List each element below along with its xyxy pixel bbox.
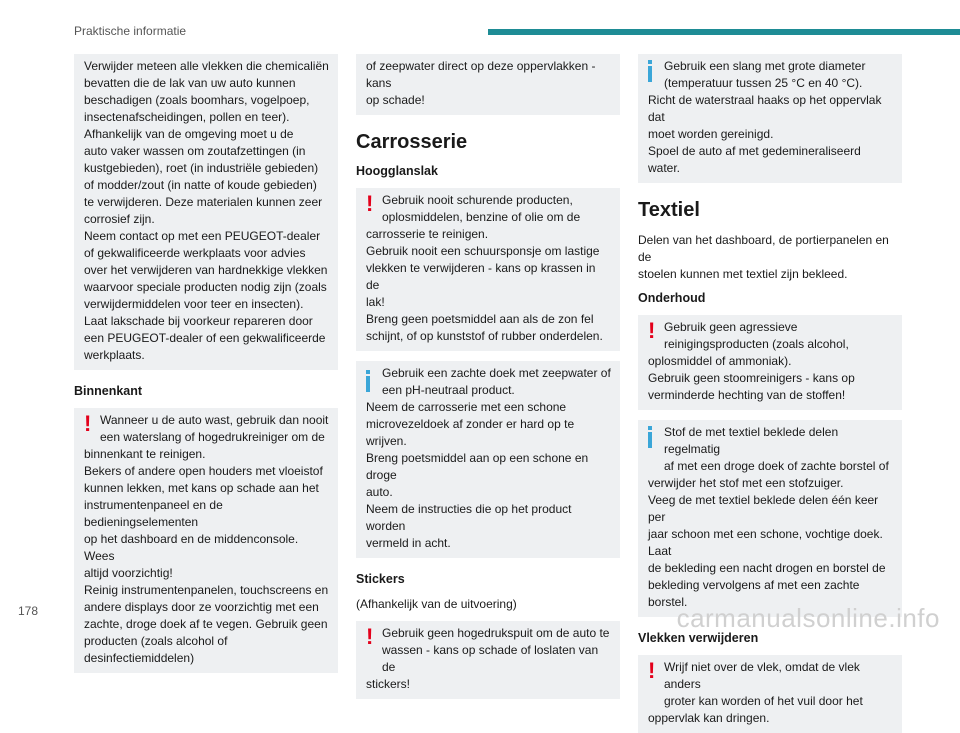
info-body-text: Richt de waterstraal haaks op het oppervlak dat moet worden gereinigd. Spoel de auto af met gedemineraliseerd water. — [648, 93, 882, 175]
watermark: carmanualsonline.info — [676, 603, 940, 633]
paint-care-box — [74, 54, 338, 370]
warning-icon: ! — [84, 411, 92, 436]
heading-vlekken: Vlekken verwijderen — [638, 631, 759, 645]
info-box-bodywork — [356, 361, 620, 558]
warning-icon: ! — [366, 624, 374, 649]
warning-lead-text: Gebruik geen hogedrukspuit om de auto te wassen - kans op schade of loslaten van de — [382, 626, 610, 674]
warning-box-interior — [74, 408, 338, 673]
info-box-rinse — [638, 54, 902, 183]
paint-care-text: Verwijder meteen alle vlekken die chemicaliën bevatten die de lak van uw auto kunnen beschadigen (zoals boomhars, vogelpoep, insectenafscheidingen, pollen en teer). Afhankelijk van de omgeving moet u de auto vaker wassen om zoutafzettingen (in kustgebieden), roet (in industriële gebieden) of modder/zout (in natte of koude gebieden) te verwijderen. Deze materialen kunnen zeer corrosief zijn. Neem contact op met een PEUGEOT-dealer of gekwalificeerde werkplaats voor advies over het verwijderen van hardnekkige vlekken waarvoor speciale producten nodig zijn (zoals verwijdermiddelen voor teer en insecten). Laat lakschade bij voorkeur repareren door een PEUGEOT-dealer of een gekwalificeerde werkplaats. — [84, 59, 329, 362]
warning-lead-text: Wrijf niet over de vlek, omdat de vlek anders groter kan worden of het vuil door het — [664, 660, 863, 708]
interior-warning-continued — [356, 54, 620, 115]
info-icon — [648, 426, 652, 448]
warning-body-text: carrosserie te reinigen. Gebruik nooit een schuursponsje om lastige vlekken te verwijderen - kans op krassen in de lak! Breng geen poetsmiddel aan als de zon fel schijnt, of op kunststof of rubber onderdelen. — [366, 227, 603, 343]
info-lead-text: Gebruik een slang met grote diameter (temperatuur tussen 25 °C en 40 °C). — [664, 59, 866, 90]
info-box-textile — [638, 420, 902, 617]
header-accent-bar — [488, 29, 960, 35]
column-2 — [356, 54, 620, 699]
warning-box-stickers — [356, 621, 620, 699]
warning-box-textile — [638, 315, 902, 410]
heading-carrosserie: Carrosserie — [356, 131, 468, 153]
stickers-note: (Afhankelijk van de uitvoering) — [356, 597, 517, 611]
column-1 — [74, 54, 338, 673]
warning-body-text: oppervlak kan dringen. — [648, 711, 770, 725]
warning-icon: ! — [648, 658, 656, 683]
page-number: 178 — [18, 604, 39, 618]
info-lead-text: Gebruik een zachte doek met zeepwater of een pH-neutraal product. — [382, 366, 611, 397]
heading-onderhoud: Onderhoud — [638, 291, 706, 305]
heading-hoogglanslak: Hoogglanslak — [356, 164, 438, 178]
warning-body-text: oplosmiddel of ammoniak). Gebruik geen stoomreinigers - kans op verminderde hechting van de stoffen! — [648, 354, 855, 402]
textiel-intro: Delen van het dashboard, de portierpanelen en de stoelen kunnen met textiel zijn bekleed. — [638, 233, 889, 281]
info-icon — [366, 370, 370, 392]
warning-lead-text: Gebruik nooit schurende producten, oplosmiddelen, benzine of olie om de — [382, 193, 581, 224]
info-lead-text: Stof de met textiel beklede delen regelmatig af met een droge doek of zachte borstel of — [664, 425, 889, 473]
warning-body-text: stickers! — [366, 677, 411, 691]
info-icon — [648, 60, 652, 82]
warning-icon: ! — [366, 191, 374, 216]
info-body-text: Neem de carrosserie met een schone microvezeldoek af zonder er hard op te wrijven. Breng poetsmiddel aan op een schone en droge auto. Neem de instructies die op het product worden vermeld in acht. — [366, 400, 589, 550]
info-body-text: verwijder het stof met een stofzuiger. Veeg de met textiel beklede delen één keer per jaar schoon met een schone, vochtige doek. Laat de bekleding een nacht drogen en borstel de bekleding vervolgens af met een zachte borstel. — [648, 476, 886, 609]
warning-lead-text: Gebruik geen agressieve reinigingsproducten (zoals alcohol, — [664, 320, 849, 351]
warning-box-bodywork — [356, 188, 620, 351]
warning-box-stains — [638, 655, 902, 733]
section-title: Praktische informatie — [74, 24, 187, 38]
warning-icon: ! — [648, 318, 656, 343]
heading-textiel: Textiel — [638, 199, 700, 221]
warning-lead-text: Wanneer u de auto wast, gebruik dan nooit een waterslang of hogedrukreiniger om de — [100, 413, 329, 444]
warning-body-text: binnenkant te reinigen. Bekers of andere open houders met vloeistof kunnen lekken, met kans op schade aan het instrumentenpaneel en de bedieningselementen op het dashboard en de middenconsole. Wees altijd voorzichtig! Reinig instrumentenpanelen, touchscreens en andere displays door ze voorzichtig met een zachte, droge doek af te vegen. Gebruik geen producten (zoals alcohol of desinfectiemiddelen) — [84, 447, 329, 665]
heading-stickers: Stickers — [356, 572, 405, 586]
continued-text: of zeepwater direct op deze oppervlakken - kans op schade! — [366, 59, 596, 107]
heading-binnenkant: Binnenkant — [74, 384, 143, 398]
